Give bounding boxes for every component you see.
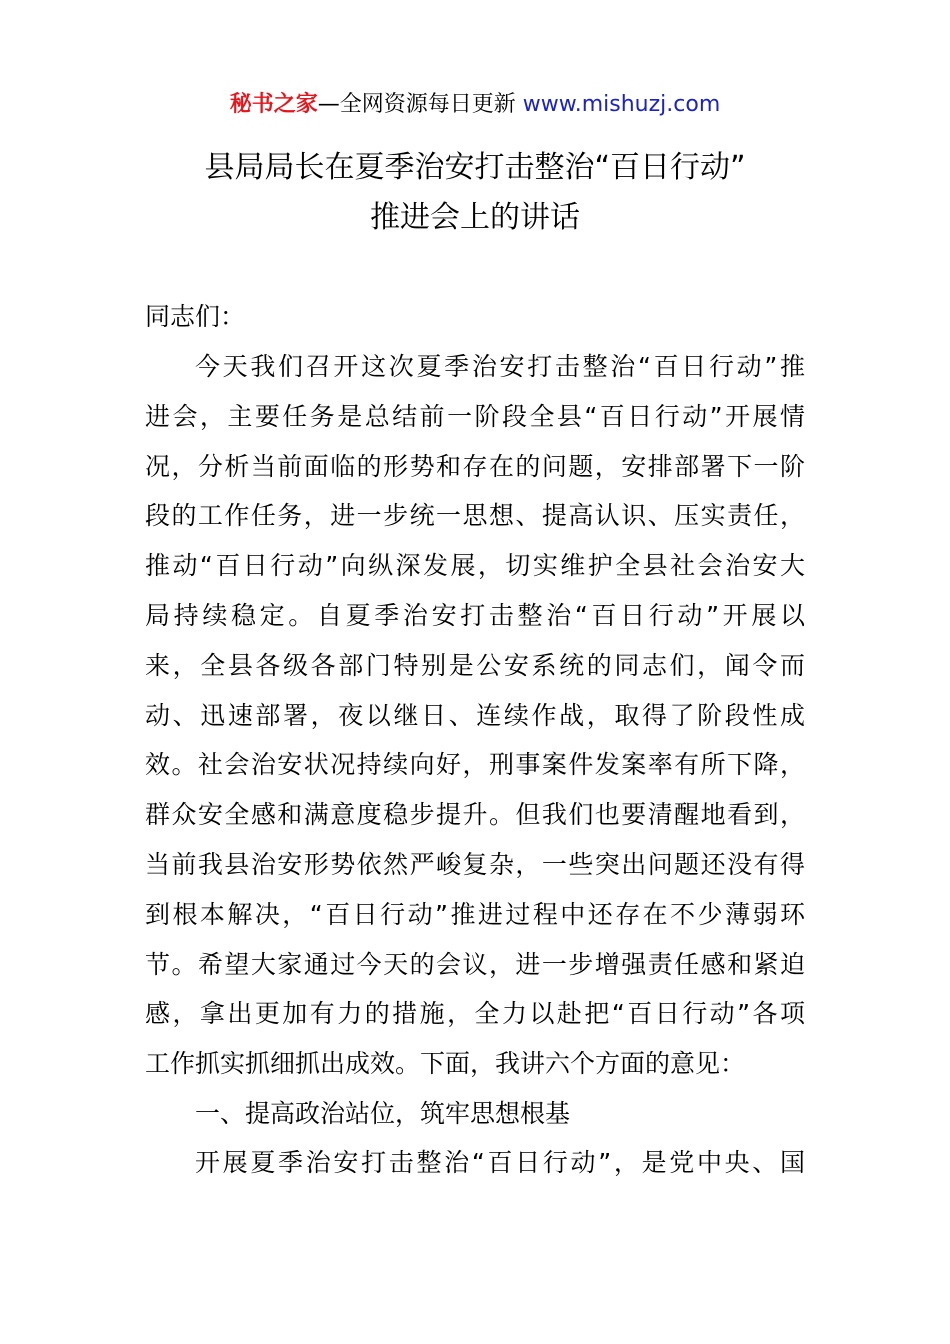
paragraph-line: 节。希望大家通过今天的会议，进一步增强责任感和紧迫 [145, 949, 805, 979]
paragraph-line: 动、迅速部署，夜以继日、连续作战，取得了阶段性成 [145, 700, 805, 730]
banner-slogan: —全网资源每日更新 [317, 92, 523, 117]
paragraph-line: 推动“百日行动”向纵深发展，切实维护全县社会治安大 [145, 551, 805, 581]
paragraph-line: 当前我县治安形势依然严峻复杂，一些突出问题还没有得 [145, 850, 805, 879]
site-banner [0, 88, 950, 122]
salutation: 同志们： [145, 302, 246, 331]
paragraph-line: 局持续稳定。自夏季治安打击整治“百日行动”开展以 [145, 601, 805, 630]
paragraph-line: 进会，主要任务是总结前一阶段全县“百日行动”开展情 [145, 401, 805, 431]
section-heading: 一、提高政治站位，筑牢思想根基 [195, 1099, 571, 1128]
paragraph-line: 感，拿出更加有力的措施，全力以赴把“百日行动”各项 [145, 999, 805, 1029]
paragraph-line: 到根本解决，“百日行动”推进过程中还存在不少薄弱环 [145, 899, 805, 929]
paragraph-line: 开展夏季治安打击整治“百日行动”，是党中央、国 [195, 1148, 805, 1177]
paragraph-line: 工作抓实抓细抓出成效。下面，我讲六个方面的意见： [145, 1049, 746, 1079]
paragraph-line: 群众安全感和满意度稳步提升。但我们也要清醒地看到， [145, 800, 805, 830]
paragraph-line: 今天我们召开这次夏季治安打击整治“百日行动”推 [195, 352, 805, 381]
paragraph-line: 况，分析当前面临的形势和存在的问题，安排部署下一阶 [145, 451, 805, 481]
document-title-line-1: 县局局长在夏季治安打击整治“百日行动” [204, 150, 746, 185]
brand-name: 秘书之家 [229, 92, 318, 117]
paragraph-line: 效。社会治安状况持续向好，刑事案件发案率有所下降， [145, 750, 805, 780]
document-title-line-2: 推进会上的讲话 [370, 200, 580, 235]
paragraph-line: 来，全县各级各部门特别是公安系统的同志们，闻令而 [145, 650, 805, 680]
site-url-link[interactable]: www.mishuzj.com [522, 92, 721, 117]
paragraph-line: 段的工作任务，进一步统一思想、提高认识、压实责任， [145, 501, 805, 531]
